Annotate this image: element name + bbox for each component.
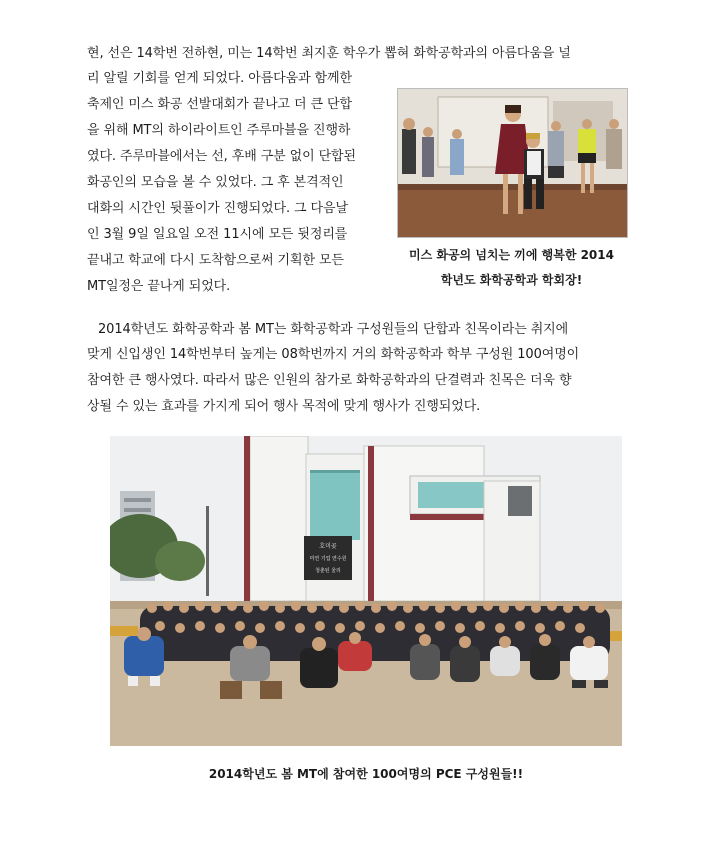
paragraph-2-line: 2014학년도 화학공학과 봄 MT는 화학공학과 구성원들의 단합과 친목이라는 취지에: [98, 322, 569, 337]
paragraph-2-line: 상될 수 있는 효과를 가지게 되어 행사 목적에 맞게 행사가 진행되었다.: [87, 399, 481, 414]
photo-2-caption: 2014학년도 봄 MT에 참여한 100여명의 PCE 구성원들!!: [208, 767, 524, 781]
paragraph-1-line: 인 3월 9일 일요일 오전 11시에 모든 뒷정리를: [87, 227, 348, 242]
photo-1-caption-line: 미스 화공의 넘치는 끼에 행복한 2014: [409, 248, 614, 262]
paragraph-1-line: 화공인의 모습을 볼 수 있었다. 그 후 본격적인: [87, 175, 344, 190]
paragraph-1-line: 축제인 미스 화공 선발대회가 끝나고 더 큰 단합: [87, 97, 352, 112]
sign-line: 미연 기업 연수원: [309, 556, 347, 562]
sign-line: 청춘된 울리: [315, 568, 341, 574]
paragraph-1-line: 대화의 시간인 뒷풀이가 진행되었다. 그 다음날: [87, 201, 348, 216]
group-photo: [110, 436, 622, 746]
paragraph-1-line: MT일정은 끝나게 되었다.: [87, 279, 231, 294]
miss-pce-stage-photo: [397, 88, 628, 238]
photo-1-caption-line: 학년도 화학공학과 학회장!: [440, 273, 583, 287]
paragraph-2-line: 맞게 신입생인 14학번부터 높게는 08학번까지 거의 화학공학과 학부 구성원 100여명이: [87, 347, 580, 362]
paragraph-2-line: 참여한 큰 행사였다. 따라서 많은 인원의 참가로 화학공학과의 단결력과 친목은 더욱 향: [87, 373, 572, 388]
paragraph-1-line: 끝내고 학교에 다시 도착함으로써 기획한 모든: [87, 253, 344, 268]
paragraph-1-line: 을 위해 MT의 하이라이트인 주루마블을 진행하: [87, 123, 351, 138]
paragraph-1-line: 현, 선은 14학번 전하현, 미는 14학번 최지훈 학우가 뽑혀 화학공학과의 아름다움을 널: [87, 46, 571, 61]
sign-line: 호미곶: [319, 543, 337, 550]
paragraph-1-line: 였다. 주루마블에서는 선, 후배 구분 없이 단합된: [87, 149, 356, 164]
paragraph-1-line: 리 알릴 기회를 얻게 되었다. 아름다움과 함께한: [87, 71, 352, 86]
